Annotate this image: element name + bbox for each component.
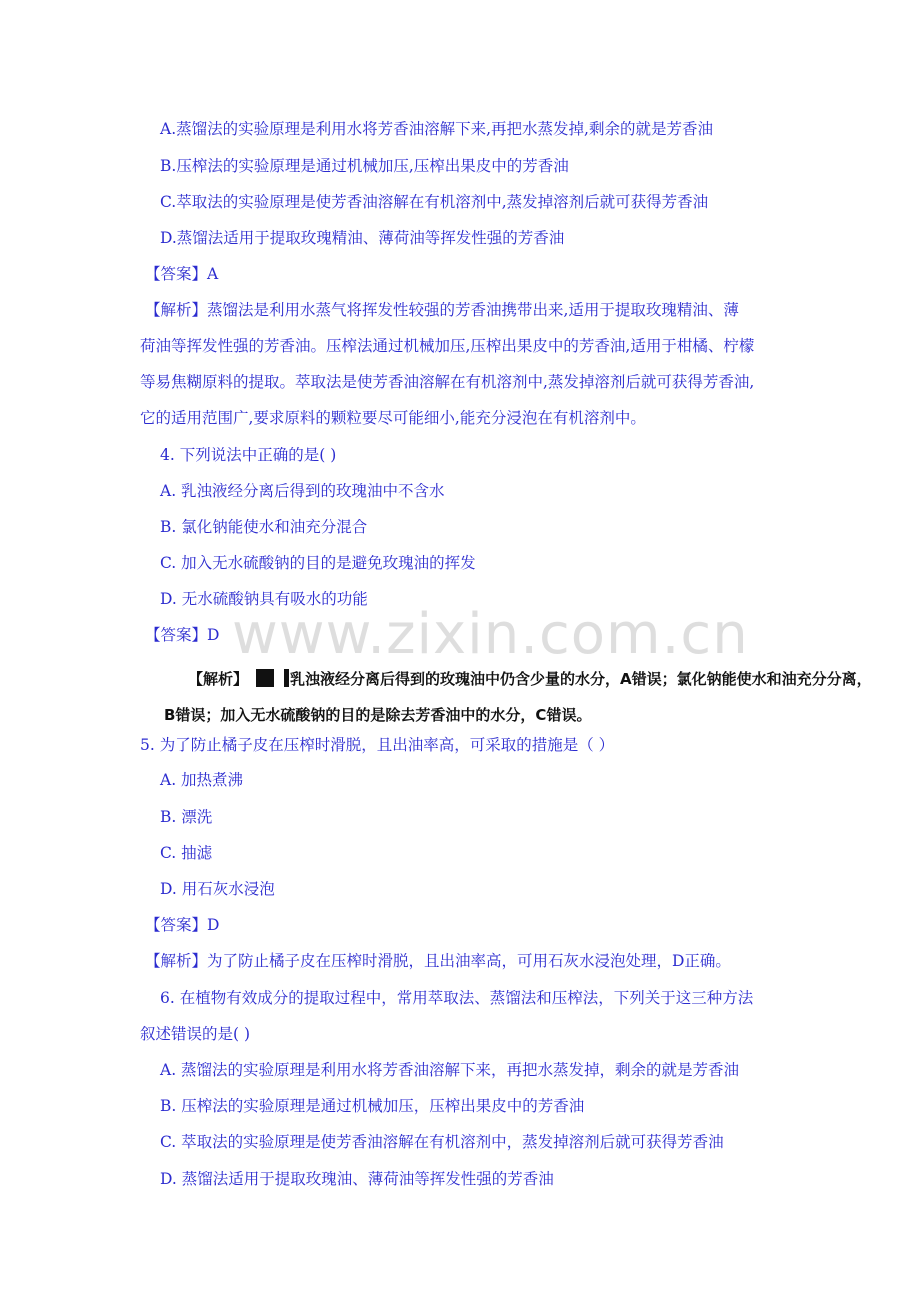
q4-option-c: C. 加入无水硫酸钠的目的是避免玫瑰油的挥发 — [160, 554, 476, 572]
q3-analysis-line: 【解析】蒸馏法是利用水蒸气将挥发性较强的芳香油携带出来,适用于提取玫瑰精油、薄 — [145, 301, 739, 319]
q6-option-c: C. 萃取法的实验原理是使芳香油溶解在有机溶剂中，蒸发掉溶剂后就可获得芳香油 — [160, 1133, 724, 1151]
q3-answer: 【答案】A — [145, 265, 219, 283]
q3-option-b: B.压榨法的实验原理是通过机械加压,压榨出果皮中的芳香油 — [160, 157, 569, 175]
q3-analysis-line: 它的适用范围广,要求原料的颗粒要尽可能细小,能充分浸泡在有机溶剂中。 — [140, 409, 646, 427]
q6-stem: 6. 在植物有效成分的提取过程中，常用萃取法、蒸馏法和压榨法，下列关于这三种方法 — [160, 989, 754, 1007]
q5-answer: 【答案】D — [145, 916, 220, 934]
q4-analysis-line-1 — [188, 669, 872, 689]
q3-analysis-line: 等易焦糊原料的提取。萃取法是使芳香油溶解在有机溶剂中,蒸发掉溶剂后就可获得芳香油, — [140, 373, 755, 391]
q5-option-c: C. 抽滤 — [160, 844, 213, 862]
q4-option-b: B. 氯化钠能使水和油充分混合 — [160, 518, 368, 536]
q3-option-a: A.蒸馏法的实验原理是利用水将芳香油溶解下来,再把水蒸发掉,剩余的就是芳香油 — [160, 120, 713, 138]
q6-option-a: A. 蒸馏法的实验原理是利用水将芳香油溶解下来，再把水蒸发掉，剩余的就是芳香油 — [160, 1061, 740, 1079]
q5-option-a: A. 加热煮沸 — [160, 771, 244, 789]
q4-option-a: A. 乳浊液经分离后得到的玫瑰油中不含水 — [160, 482, 445, 500]
q4-option-d: D. 无水硫酸钠具有吸水的功能 — [160, 590, 368, 608]
q4-analysis-label: 【解析】 — [188, 670, 249, 688]
q4-analysis-text-1: 乳浊液经分离后得到的玫瑰油中仍含少量的水分，A错误；氯化钠能使水和油充分分离， — [290, 670, 872, 688]
q3-option-d: D.蒸馏法适用于提取玫瑰精油、薄荷油等挥发性强的芳香油 — [160, 229, 565, 247]
q3-option-c: C.萃取法的实验原理是使芳香油溶解在有机溶剂中,蒸发掉溶剂后就可获得芳香油 — [160, 193, 709, 211]
q6-option-b: B. 压榨法的实验原理是通过机械加压，压榨出果皮中的芳香油 — [160, 1097, 585, 1115]
q4-stem: 4. 下列说法中正确的是( ) — [160, 446, 337, 464]
q5-analysis: 【解析】为了防止橘子皮在压榨时滑脱，且出油率高，可用石灰水浸泡处理，D正确。 — [145, 952, 731, 970]
q6-option-d: D. 蒸馏法适用于提取玫瑰油、薄荷油等挥发性强的芳香油 — [160, 1170, 554, 1188]
redaction-block — [284, 669, 289, 687]
redaction-block — [256, 669, 274, 687]
watermark: www.zixin.com.cn — [232, 602, 749, 667]
q3-analysis-line: 荷油等挥发性强的芳香油。压榨法通过机械加压,压榨出果皮中的芳香油,适用于柑橘、柠檬 — [140, 337, 755, 355]
q4-analysis-line-2: B错误；加入无水硫酸钠的目的是除去芳香油中的水分，C错误。 — [164, 706, 592, 724]
q6-stem: 叙述错误的是( ) — [140, 1025, 251, 1043]
q4-answer: 【答案】D — [145, 626, 220, 644]
q5-option-d: D. 用石灰水浸泡 — [160, 880, 275, 898]
q5-stem: 5. 为了防止橘子皮在压榨时滑脱，且出油率高，可采取的措施是（ ） — [140, 736, 615, 754]
q5-option-b: B. 漂洗 — [160, 808, 213, 826]
